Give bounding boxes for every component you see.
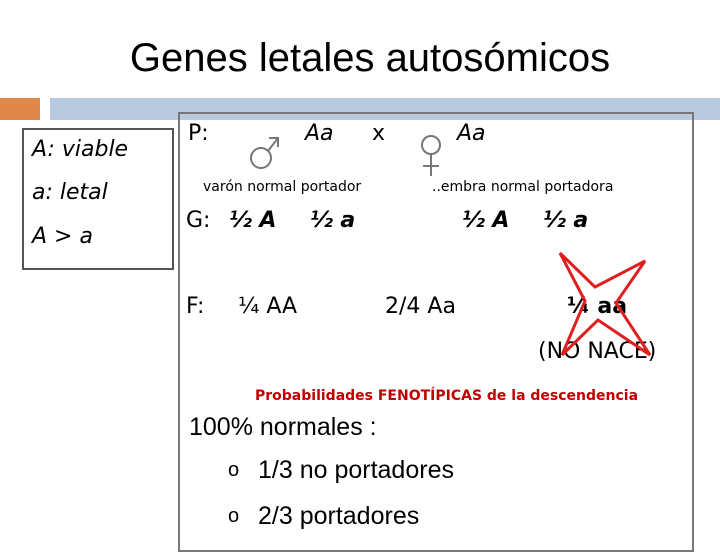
legend-viable: A: viable [32, 137, 129, 162]
result-bullet: 1/3 no portadores [258, 456, 454, 484]
female-symbol-icon [418, 132, 444, 184]
cross-out-mark [550, 245, 660, 365]
f-label: F: [186, 294, 205, 319]
offspring-homozygous-dominant: ¼ AA [238, 294, 298, 319]
offspring-homozygous-recessive: ¼ aa [567, 294, 628, 319]
results-summary: 100% normales : [189, 413, 377, 441]
legend-lethal: a: letal [32, 180, 108, 205]
male-symbol-icon [244, 130, 284, 176]
cross-symbol: x [372, 121, 386, 146]
female-caption: ..embra normal portadora [432, 179, 614, 195]
result-bullet: 2/3 portadores [258, 502, 420, 530]
gamete-female-a-dominant: ½ A [462, 208, 510, 233]
legend-dominance: A > a [32, 224, 93, 249]
accent-bar-orange [0, 98, 40, 120]
slide-title: Genes letales autosómicos [129, 36, 611, 80]
legend-box [22, 128, 174, 270]
bullet-icon: o [228, 459, 240, 481]
gamete-female-a-recessive: ½ a [543, 208, 589, 233]
male-genotype: Aa [305, 121, 334, 146]
results-heading: Probabilidades FENOTÍPICAS de la descendencia [255, 388, 639, 404]
bullet-icon: o [228, 505, 240, 527]
gamete-male-a-recessive: ½ a [310, 208, 356, 233]
gamete-male-a-dominant: ½ A [229, 208, 277, 233]
female-genotype: Aa [457, 121, 486, 146]
not-born-note: (NO NACE) [538, 339, 657, 364]
male-caption: varón normal portador [203, 179, 362, 195]
offspring-heterozygous: 2/4 Aa [385, 294, 456, 319]
g-label: G: [186, 208, 211, 233]
p-label: P: [188, 121, 209, 146]
